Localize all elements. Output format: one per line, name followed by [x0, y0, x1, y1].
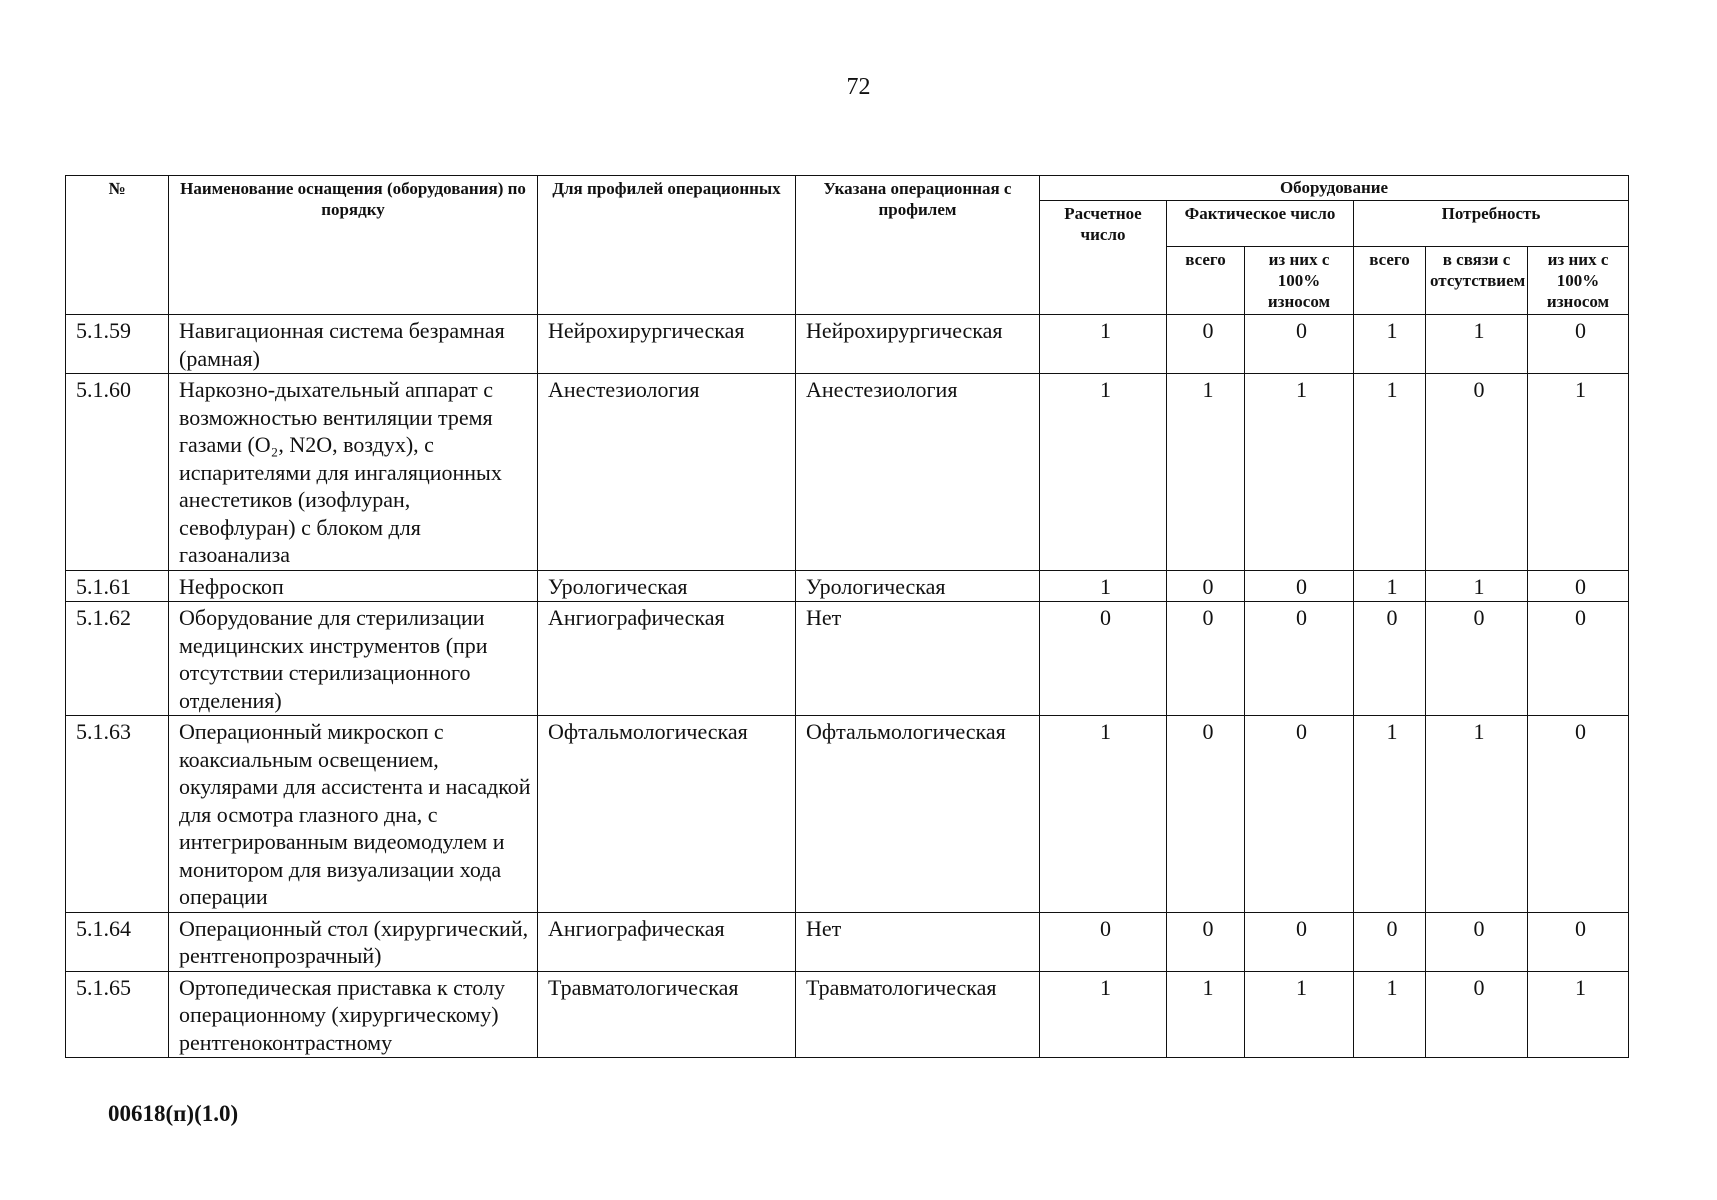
actual-worn-value: 0 — [1245, 602, 1354, 716]
need-worn-value: 1 — [1528, 374, 1629, 571]
need-absent-value: 0 — [1426, 971, 1528, 1058]
actual-total-value: 0 — [1167, 716, 1245, 913]
actual-worn-value: 1 — [1245, 374, 1354, 571]
table-body — [66, 315, 1629, 1058]
actual-worn-value: 0 — [1245, 912, 1354, 971]
row-number: 5.1.59 — [66, 315, 169, 374]
actual-worn-value: 0 — [1245, 716, 1354, 913]
equipment-name: Оборудование для стерилизации медицинских инструментов (при отсутствии стерилизационного отделения) — [169, 602, 538, 716]
header-name: Наименование оснащения (оборудования) по порядку — [169, 176, 538, 315]
document-code: 00618(п)(1.0) — [108, 1101, 239, 1126]
actual-total-value: 1 — [1167, 971, 1245, 1058]
table-row — [66, 971, 1629, 1058]
operating-profile: Офтальмологическая — [538, 716, 796, 913]
actual-worn-value: 0 — [1245, 315, 1354, 374]
specified-profile: Офтальмологическая — [796, 716, 1040, 913]
header-actual: Фактическое число — [1167, 201, 1354, 247]
table-row — [66, 602, 1629, 716]
need-worn-value: 0 — [1528, 602, 1629, 716]
specified-profile: Анестезиология — [796, 374, 1040, 571]
table-row — [66, 912, 1629, 971]
header-need-total: всего — [1354, 247, 1426, 315]
actual-worn-value: 0 — [1245, 570, 1354, 602]
need-total-value: 0 — [1354, 912, 1426, 971]
need-absent-value: 1 — [1426, 315, 1528, 374]
actual-total-value: 0 — [1167, 602, 1245, 716]
specified-profile: Травматологическая — [796, 971, 1040, 1058]
header-profiles: Для профилей операционных — [538, 176, 796, 315]
need-absent-value: 1 — [1426, 716, 1528, 913]
row-number: 5.1.65 — [66, 971, 169, 1058]
actual-total-value: 0 — [1167, 570, 1245, 602]
header-specified: Указана операционная с профилем — [796, 176, 1040, 315]
equipment-name: Наркозно-дыхательный аппарат с возможностью вентиляции тремя газами (O₂, N2O, воздух), с испарителями для ингаляционных анестетиков (изофлуран, севофлуран) с блоком для газоанализа — [169, 374, 538, 571]
header-equipment: Оборудование — [1040, 176, 1629, 201]
row-number: 5.1.63 — [66, 716, 169, 913]
need-worn-value: 0 — [1528, 912, 1629, 971]
need-absent-value: 1 — [1426, 570, 1528, 602]
specified-profile: Нейрохирургическая — [796, 315, 1040, 374]
operating-profile: Урологическая — [538, 570, 796, 602]
table-row — [66, 374, 1629, 571]
equipment-name: Навигационная система безрамная (рамная) — [169, 315, 538, 374]
need-total-value: 1 — [1354, 570, 1426, 602]
table-row — [66, 315, 1629, 374]
need-total-value: 1 — [1354, 315, 1426, 374]
table-header — [66, 176, 1629, 315]
table-row — [66, 570, 1629, 602]
calc-value: 0 — [1040, 602, 1167, 716]
equipment-table — [65, 175, 1629, 1058]
calc-value: 1 — [1040, 570, 1167, 602]
actual-total-value: 1 — [1167, 374, 1245, 571]
operating-profile: Нейрохирургическая — [538, 315, 796, 374]
specified-profile: Урологическая — [796, 570, 1040, 602]
header-need-absent: в связи с отсутствием — [1426, 247, 1528, 315]
operating-profile: Травматологическая — [538, 971, 796, 1058]
need-total-value: 0 — [1354, 602, 1426, 716]
equipment-name: Нефроскоп — [169, 570, 538, 602]
equipment-name: Операционный микроскоп с коаксиальным освещением, окулярами для ассистента и насадкой для осмотра глазного дна, с интегрированным видеомодулем и монитором для визуализации хода операции — [169, 716, 538, 913]
row-number: 5.1.61 — [66, 570, 169, 602]
need-absent-value: 0 — [1426, 374, 1528, 571]
specified-profile: Нет — [796, 912, 1040, 971]
header-need-worn: из них с 100% износом — [1528, 247, 1629, 315]
operating-profile: Анестезиология — [538, 374, 796, 571]
actual-total-value: 0 — [1167, 315, 1245, 374]
need-worn-value: 1 — [1528, 971, 1629, 1058]
equipment-name: Операционный стол (хирургический, рентгенопрозрачный) — [169, 912, 538, 971]
need-absent-value: 0 — [1426, 602, 1528, 716]
header-calc: Расчетное число — [1040, 201, 1167, 315]
header-num: № — [66, 176, 169, 315]
operating-profile: Ангиографическая — [538, 602, 796, 716]
need-absent-value: 0 — [1426, 912, 1528, 971]
page-number: 72 — [846, 74, 871, 100]
need-total-value: 1 — [1354, 971, 1426, 1058]
calc-value: 1 — [1040, 374, 1167, 571]
calc-value: 0 — [1040, 912, 1167, 971]
header-actual-total: всего — [1167, 247, 1245, 315]
need-total-value: 1 — [1354, 374, 1426, 571]
header-actual-worn: из них с 100% износом — [1245, 247, 1354, 315]
table-row — [66, 716, 1629, 913]
calc-value: 1 — [1040, 315, 1167, 374]
equipment-name: Ортопедическая приставка к столу операционному (хирургическому) рентгеноконтрастному — [169, 971, 538, 1058]
calc-value: 1 — [1040, 716, 1167, 913]
need-total-value: 1 — [1354, 716, 1426, 913]
actual-worn-value: 1 — [1245, 971, 1354, 1058]
row-number: 5.1.60 — [66, 374, 169, 571]
need-worn-value: 0 — [1528, 315, 1629, 374]
header-need: Потребность — [1354, 201, 1629, 247]
calc-value: 1 — [1040, 971, 1167, 1058]
row-number: 5.1.64 — [66, 912, 169, 971]
actual-total-value: 0 — [1167, 912, 1245, 971]
specified-profile: Нет — [796, 602, 1040, 716]
need-worn-value: 0 — [1528, 716, 1629, 913]
operating-profile: Ангиографическая — [538, 912, 796, 971]
row-number: 5.1.62 — [66, 602, 169, 716]
need-worn-value: 0 — [1528, 570, 1629, 602]
